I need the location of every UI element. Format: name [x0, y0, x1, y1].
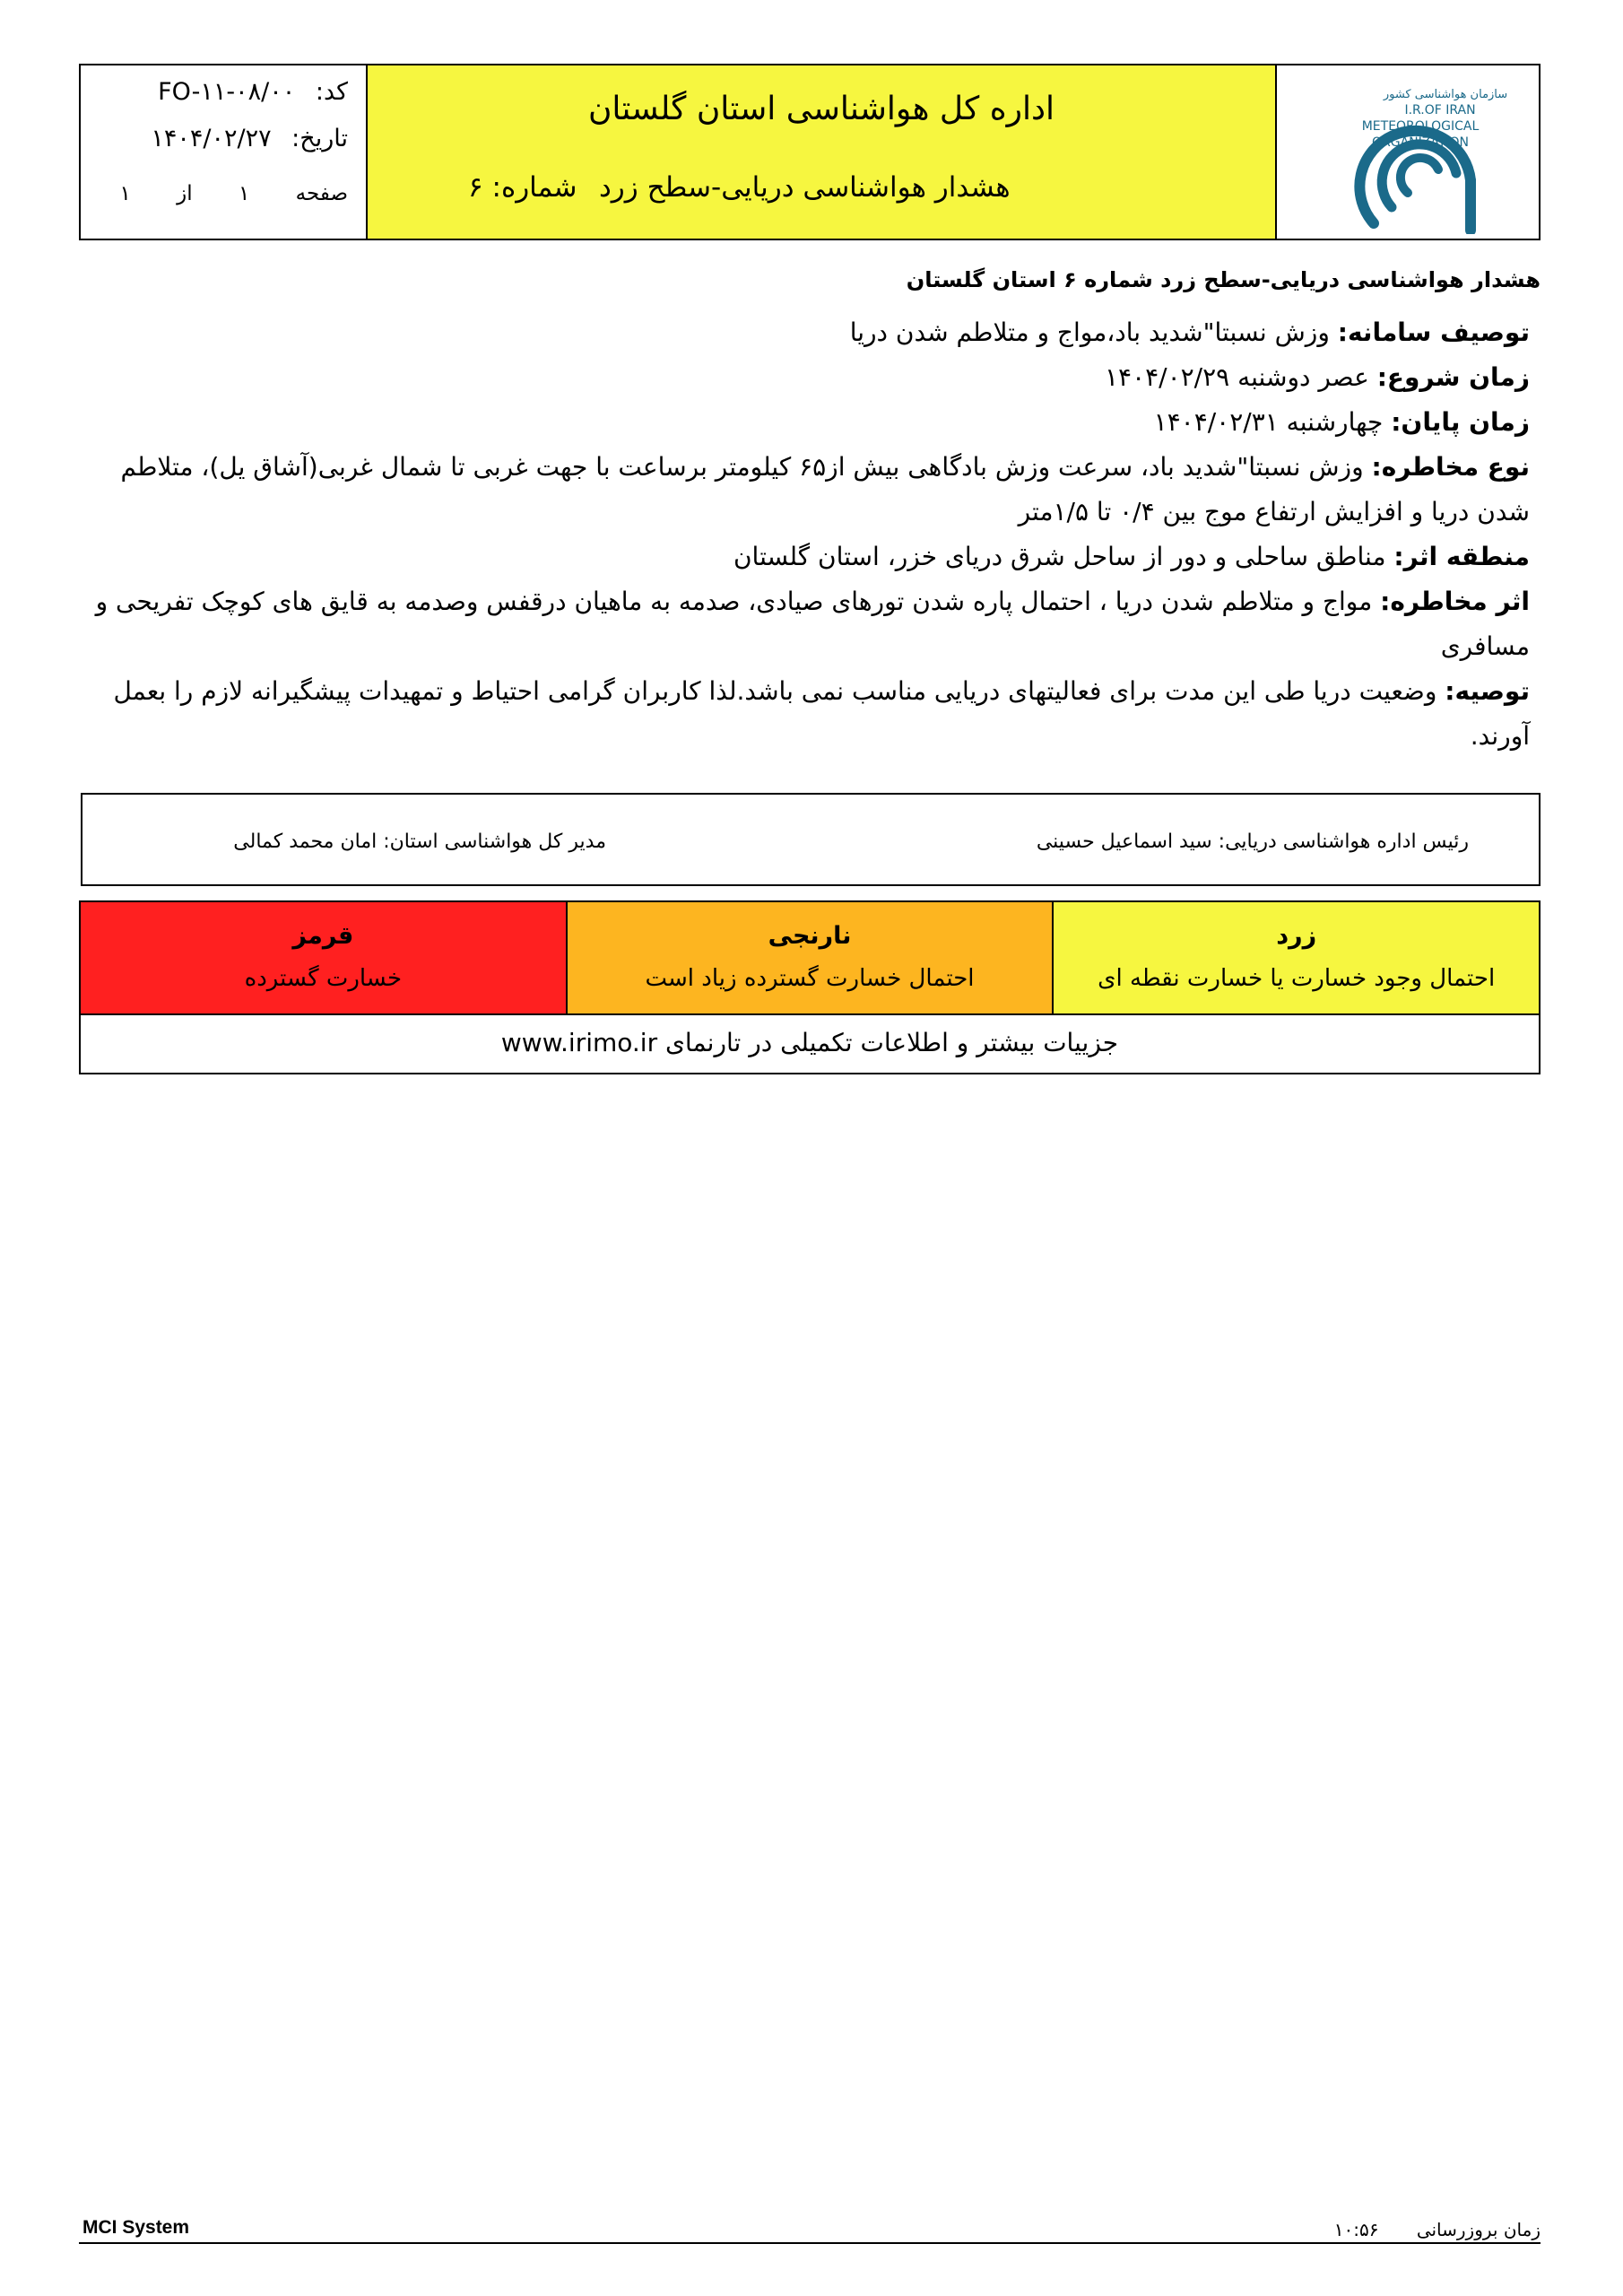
hazard-type-row — [79, 445, 1530, 535]
date-value: ۱۴۰۴/۰۲/۲۷ — [151, 125, 272, 152]
document-header — [79, 64, 1541, 240]
website-link[interactable]: www.irimo.ir — [500, 1028, 658, 1057]
level-orange-name: نارنجی — [768, 922, 852, 950]
area-row — [79, 535, 1530, 579]
area-label: منطقه اثر: — [1393, 542, 1530, 571]
advice-label: توصیه: — [1445, 676, 1530, 706]
level-red-desc: خسارت گسترده — [244, 965, 403, 992]
footer-system: MCI System — [82, 2217, 190, 2238]
document-meta — [81, 65, 368, 239]
level-yellow — [1052, 902, 1539, 1013]
start-row — [79, 355, 1530, 400]
office-title: اداره کل هواشناسی استان گلستان — [587, 91, 1055, 127]
more-info-row — [81, 1015, 1539, 1074]
update-time: ۱۰:۵۶ — [1333, 2219, 1379, 2240]
advice-row — [79, 669, 1530, 759]
header-title-panel — [368, 65, 1277, 239]
level-yellow-desc: احتمال وجود خسارت یا خسارت نقطه ای — [1098, 965, 1496, 992]
level-yellow-name: زرد — [1276, 922, 1317, 950]
code-row — [158, 78, 348, 106]
level-orange-desc: احتمال خسارت گسترده زیاد است — [645, 965, 975, 992]
update-label: زمان بروزرسانی — [1416, 2219, 1541, 2240]
page-total: ۱ — [119, 182, 131, 205]
date-row — [151, 125, 348, 152]
warning-body — [79, 310, 1530, 759]
hazard-type-value: وزش نسبتا"شدید باد، سرعت وزش بادگاهی بیش از۶۵ کیلومتر برساعت با جهت غربی تا شمال غربی(آشاق یل)، متلاطم شدن دریا و افزایش ارتفاع موج بین ۰/۴ تا ۱/۵متر — [120, 452, 1530, 526]
advice-value: وضعیت دریا طی این مدت برای فعالیتهای دریایی مناسب نمی باشد.لذا کاربران گرامی احتیاط و تمهیدات پیشگیرانه لازم را بعمل آورند. — [113, 676, 1530, 751]
level-red — [81, 902, 566, 1013]
effect-value: مواج و متلاطم شدن دریا ، احتمال پاره شدن تورهای صیادی، صدمه به ماهیان درقفس وصدمه به قایق های کوچک تفریحی و مسافری — [95, 587, 1530, 661]
signature-box — [81, 793, 1541, 886]
warning-subtitle: هشدار هواشناسی دریایی-سطح زرد — [599, 171, 1011, 204]
legend-levels — [81, 902, 1539, 1015]
end-row — [79, 400, 1530, 445]
system-label: توصیف سامانه: — [1337, 317, 1530, 347]
page-row — [120, 182, 349, 205]
logo-text-fa: سازمان هواشناسی کشور — [1383, 88, 1508, 101]
warning-level-legend — [79, 900, 1541, 1074]
page-of: از — [177, 182, 193, 205]
hazard-type-label: نوع مخاطره: — [1371, 452, 1530, 482]
document-heading: هشدار هواشناسی دریایی-سطح زرد شماره ۶ استان گلستان — [906, 267, 1541, 292]
system-value: وزش نسبتا"شدید باد،مواج و متلاطم شدن دریا — [849, 317, 1330, 347]
date-label: تاریخ: — [291, 125, 348, 152]
footer-divider — [79, 2242, 1541, 2244]
code-label: کد: — [315, 78, 348, 106]
logo-panel — [1277, 65, 1539, 239]
logo-line3: ORGANIZATION — [1371, 135, 1470, 150]
end-label: زمان پایان: — [1391, 407, 1530, 437]
effect-row — [79, 579, 1530, 669]
area-value: مناطق ساحلی و دور از ساحل شرق دریای خزر، استان گلستان — [733, 542, 1386, 571]
start-label: زمان شروع: — [1376, 362, 1530, 392]
system-row — [79, 310, 1530, 355]
logo-line2: METEOROLOGICAL — [1361, 119, 1480, 134]
director-signature: مدیر کل هواشناسی استان: امان محمد کمالی — [233, 831, 606, 853]
irimo-logo — [1295, 73, 1521, 234]
level-orange — [566, 902, 1053, 1013]
end-value: چهارشنبه ۱۴۰۴/۰۲/۳۱ — [1153, 407, 1384, 437]
page-current: ۱ — [238, 182, 250, 205]
marine-head-signature: رئیس اداره هواشناسی دریایی: سید اسماعیل حسینی — [1036, 831, 1469, 853]
footer-update — [1334, 2219, 1541, 2240]
level-red-name: قرمز — [292, 922, 354, 950]
start-value: عصر دوشنبه ۱۴۰۴/۰۲/۲۹ — [1105, 362, 1369, 392]
code-value: FO-۱۱-۰۸/۰۰ — [158, 78, 296, 106]
page-label: صفحه — [295, 182, 348, 205]
warning-number: شماره: ۶ — [468, 171, 577, 204]
logo-line1: I.R.OF IRAN — [1404, 103, 1476, 117]
more-info-text: جزییات بیشتر و اطلاعات تکمیلی در تارنمای — [665, 1028, 1119, 1057]
effect-label: اثر مخاطره: — [1380, 587, 1530, 616]
